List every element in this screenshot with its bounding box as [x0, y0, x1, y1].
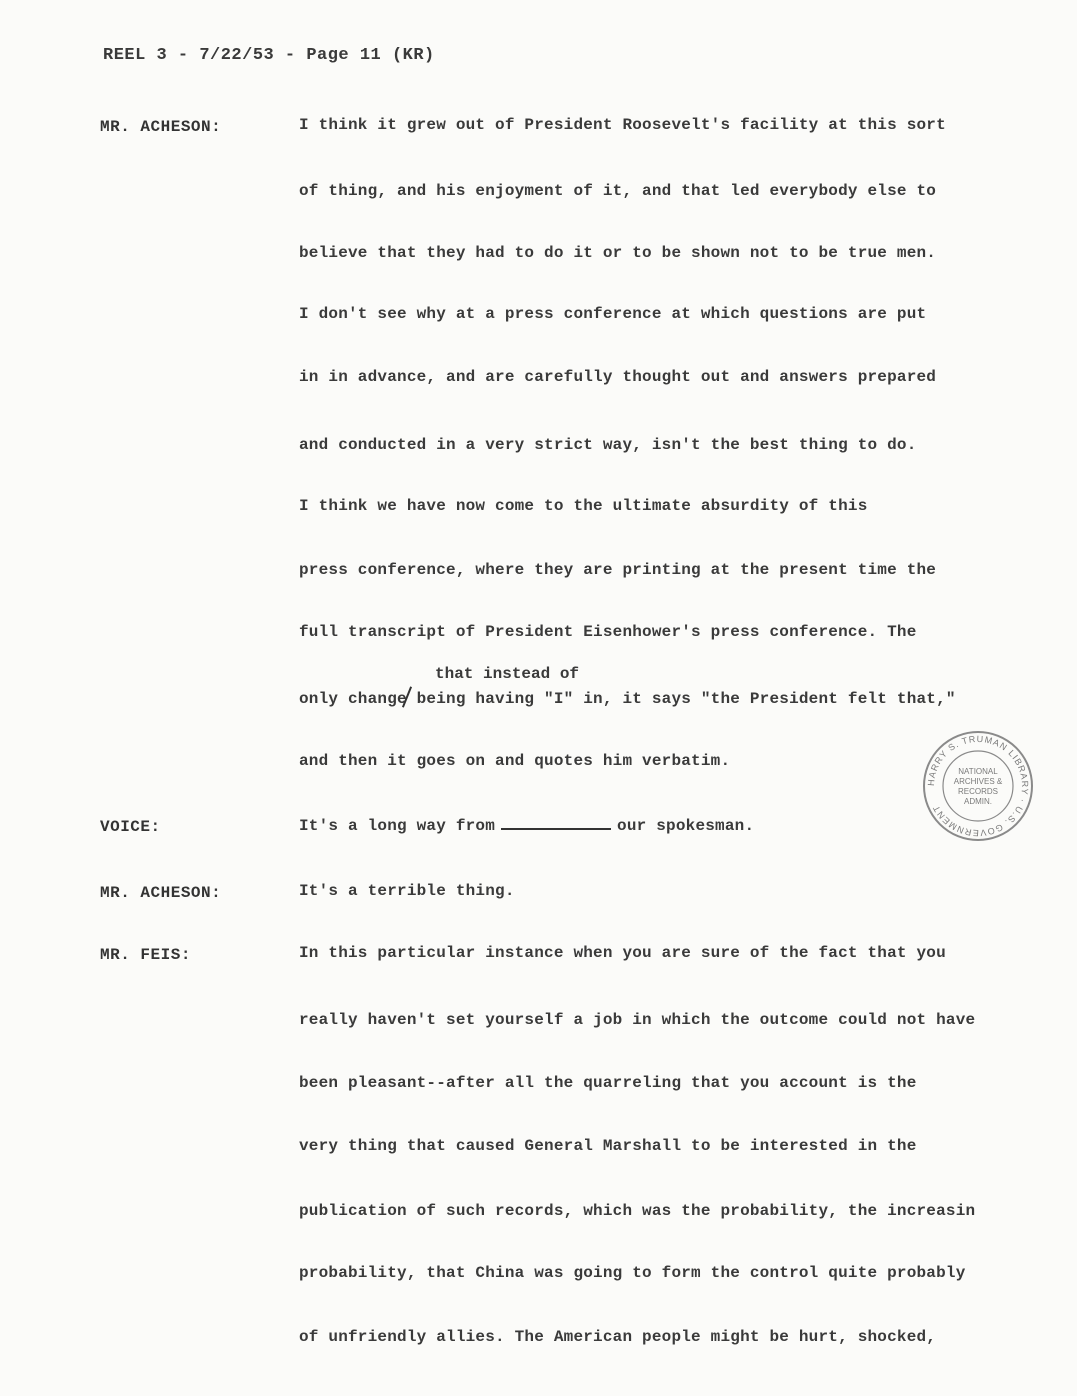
transcript-line: It's a terrible thing. [299, 882, 515, 900]
transcript-line: publication of such records, which was the probability, the increasin [299, 1202, 976, 1220]
transcript-line: In this particular instance when you are sure of the fact that you [299, 944, 946, 962]
page-header: REEL 3 - 7/22/53 - Page 11 (KR) [103, 46, 435, 65]
transcript-line: really haven't set yourself a job in which the outcome could not have [299, 1011, 976, 1029]
transcript-line: been pleasant--after all the quarreling that you account is the [299, 1074, 917, 1092]
transcript-line: believe that they had to do it or to be shown not to be true men. [299, 244, 937, 262]
transcript-line: only change being having "I" in, it says "the President felt that," [299, 690, 956, 708]
transcript-line: I think we have now come to the ultimate absurdity of this [299, 497, 868, 515]
transcript-line: and conducted in a very strict way, isn't the best thing to do. [299, 436, 917, 454]
transcript-line: press conference, where they are printing at the present time the [299, 561, 937, 579]
stamp-seal-icon [922, 730, 1034, 842]
speaker-label-voice: VOICE: [100, 818, 161, 836]
transcript-line: very thing that caused General Marshall to be interested in the [299, 1137, 917, 1155]
voice-line-before: It's a long way from [299, 817, 496, 835]
speaker-label-acheson: MR. ACHESON: [100, 118, 222, 136]
stamp-ring-text: HARRY S. TRUMAN LIBRARY · U.S. GOVERNMENT [925, 733, 1031, 839]
transcript-line: I think it grew out of President Roosevelt's facility at this sort [299, 116, 946, 134]
voice-line [299, 816, 754, 835]
truman-library-stamp [922, 730, 1034, 842]
transcript-line: and then it goes on and quotes him verbatim. [299, 752, 731, 770]
transcript-line: I don't see why at a press conference at which questions are put [299, 305, 927, 323]
blank-underline [501, 816, 611, 830]
speaker-label-acheson-reply: MR. ACHESON: [100, 884, 222, 902]
stamp-center-line: ARCHIVES & [953, 777, 1003, 786]
transcript-line: of unfriendly allies. The American people might be hurt, shocked, [299, 1328, 937, 1346]
speaker-label-feis: MR. FEIS: [100, 946, 191, 964]
transcript-line: of thing, and his enjoyment of it, and that led everybody else to [299, 182, 937, 200]
transcript-line: probability, that China was going to form the control quite probably [299, 1264, 966, 1282]
stamp-center-line: RECORDS [957, 787, 999, 796]
transcript-line: full transcript of President Eisenhower's press conference. The [299, 623, 917, 641]
transcript-line: in in advance, and are carefully thought out and answers prepared [299, 368, 937, 386]
stamp-center-line: NATIONAL [958, 767, 998, 776]
stamp-center-line: ADMIN. [964, 797, 992, 806]
interlinear-insertion: that instead of [435, 665, 580, 683]
voice-line-after: our spokesman. [617, 817, 755, 835]
